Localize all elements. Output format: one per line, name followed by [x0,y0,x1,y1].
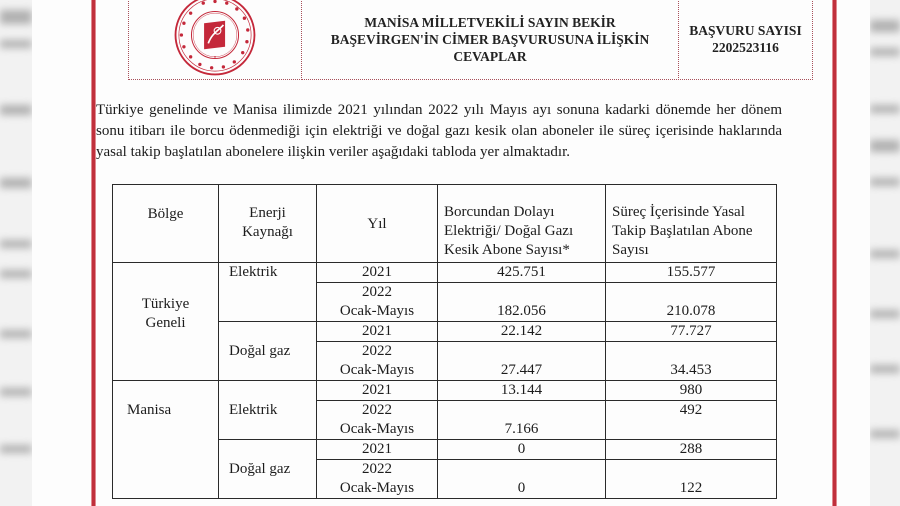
year-cell: 2021 [317,381,438,401]
header-yasal-takip: Süreç İçerisinde Yasal Takip Başlatılan Abone Sayısı [606,185,777,263]
table-row [113,381,777,401]
kesik-value: 7.166 [438,401,606,440]
intro-paragraph: Türkiye genelinde ve Manisa ilimizde 2021 yılından 2022 yılı Mayıs ayı sonuna kadarki dönemde her dönem sonu itibarı ile borcu ödenmediği için elektriği ve doğal gazı kesik olan aboneler ile süreç içerisinde haklarında yasal takip başlatılan abonelere ilişkin veriler aşağıdaki tabloda yer almaktadır. [96,102,782,160]
subscriber-data-table [112,184,777,499]
source-elektrik: Elektrik [219,263,317,322]
application-number-label: BAŞVURU SAYISI [689,23,802,38]
source-elektrik: Elektrik [219,381,317,440]
source-dogal-gaz: Doğal gaz [219,322,317,381]
year-cell: 2022 Ocak-Mayıs [317,342,438,381]
ministry-seal-icon [173,0,257,77]
year-cell: 2021 [317,440,438,460]
region-turkiye-geneli: Türkiye Geneli [113,263,219,381]
year-cell: 2022 Ocak-Mayıs [317,460,438,499]
takip-value: 492 [606,401,777,440]
header-reference-box [678,0,813,80]
kesik-value: 0 [438,460,606,499]
takip-value: 980 [606,381,777,401]
header-kesik-abone: Borcundan Dolayı Elektriği/ Doğal Gazı Kesik Abone Sayısı* [438,185,606,263]
table-header-row [113,185,777,263]
year-cell: 2022 Ocak-Mayıs [317,401,438,440]
kesik-value: 425.751 [438,263,606,283]
table-row [113,263,777,283]
year-cell: 2021 [317,322,438,342]
kesik-value: 13.144 [438,381,606,401]
takip-value: 288 [606,440,777,460]
takip-value: 210.078 [606,283,777,322]
kesik-value: 22.142 [438,322,606,342]
year-cell: 2021 [317,263,438,283]
header-title-box [301,0,679,80]
region-manisa: Manisa [113,381,219,499]
takip-value: 155.577 [606,263,777,283]
kesik-value: 182.056 [438,283,606,322]
document-title: MANİSA MİLLETVEKİLİ SAYIN BEKİR BAŞEVİRGEN'İN CİMER BAŞVURUSUNA İLİŞKİN CEVAPLAR [330,14,650,64]
document-page [32,0,870,506]
header-yil: Yıl [317,185,438,263]
header-bolge: Bölge [113,185,219,263]
takip-value: 34.453 [606,342,777,381]
takip-value: 77.727 [606,322,777,342]
kesik-value: 27.447 [438,342,606,381]
blurred-background-right [870,0,900,506]
page-border-right [832,0,837,506]
source-dogal-gaz: Doğal gaz [219,440,317,499]
year-cell: 2022 Ocak-Mayıs [317,283,438,322]
application-number: 2202523116 [712,40,779,55]
page-border-left [91,0,96,506]
header-logo-box [128,0,302,80]
blurred-background-left [0,0,32,506]
takip-value: 122 [606,460,777,499]
kesik-value: 0 [438,440,606,460]
header-enerji-kaynagi: Enerji Kaynağı [219,185,317,263]
